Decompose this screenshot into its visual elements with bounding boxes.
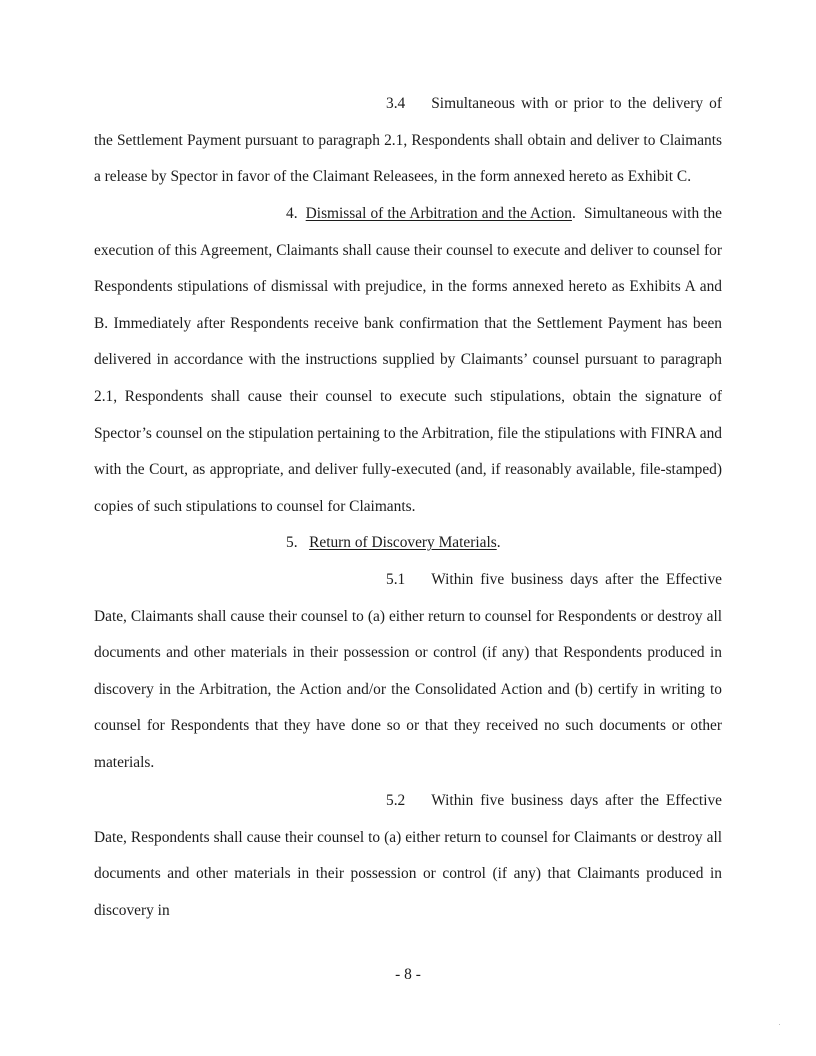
paragraph-text: Simultaneous with or prior to the delivery of the Settlement Payment pursuant to paragraph 2.1, Respondents shall obtain and deliver to Claimants a release by Spector in favor of the Claimant Releasees, in the form annexed hereto as Exhibit C.: [94, 95, 722, 186]
paragraph-text: Within five business days after the Effective Date, Respondents shall cause their counsel to (a) either return to counsel for Claimants or destroy all documents and other materials in their possession or control (if any) that Claimants produced in discovery in: [94, 792, 722, 919]
paragraph-text: Within five business days after the Effective Date, Claimants shall cause their counsel to (a) either return to counsel for Respondents or destroy all documents and other materials in their possession or control (if any) that Respondents produced in discovery in the Arbitration, the Action and/or the Consolidated Action and (b) certify in writing to counsel for Respondents that they have done so or that they received no such documents or other materials.: [94, 571, 722, 771]
section-heading: Dismissal of the Arbitration and the Action: [305, 205, 572, 222]
scan-speck: [779, 1024, 780, 1025]
heading-period: .: [496, 534, 501, 551]
section-number: 4.: [286, 205, 298, 222]
section-heading: Return of Discovery Materials: [309, 534, 497, 551]
paragraph-5-1: [94, 562, 722, 782]
paragraph-5-2: [94, 783, 722, 929]
section-number: 5.: [286, 534, 298, 551]
section-5-heading: [94, 525, 722, 562]
paragraph-number: 5.2: [386, 792, 406, 809]
heading-period: .: [571, 205, 576, 222]
page-number: - 8 -: [395, 966, 421, 983]
section-text: Simultaneous with the execution of this Agreement, Claimants shall cause their counsel to execute and deliver to counsel for Respondents stipulations of dismissal with prejudice, in the forms annexed hereto as Exhibits A and B. Immediately after Respondents receive bank confirmation that the Settlement Payment has been delivered in accordance with the instructions supplied by Claimants’ counsel pursuant to paragraph 2.1, Respondents shall cause their counsel to execute such stipulations, obtain the signature of Spector’s counsel on the stipulation pertaining to the Arbitration, file the stipulations with FINRA and with the Court, as appropriate, and deliver fully-executed (and, if reasonably available, file-stamped) copies of such stipulations to counsel for Claimants.: [94, 205, 723, 515]
paragraph-3-4: [94, 86, 722, 196]
paragraph-number: 5.1: [386, 571, 406, 588]
section-4-dismissal: [94, 196, 722, 525]
paragraph-number: 3.4: [386, 95, 406, 112]
